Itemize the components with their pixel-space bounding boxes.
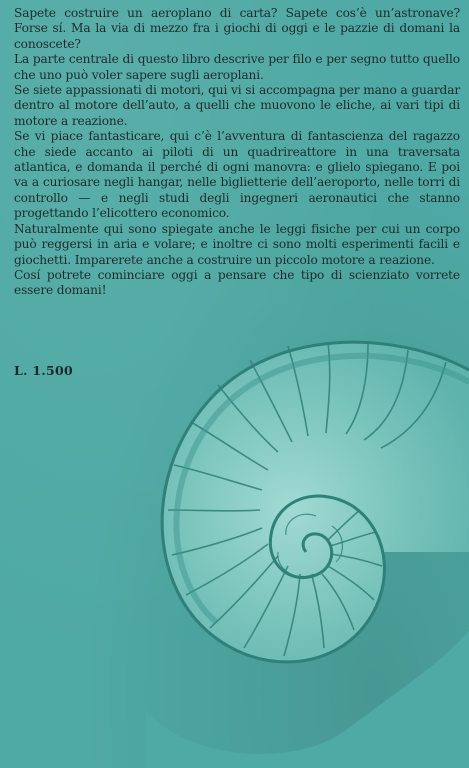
blurb-paragraph-2: La parte centrale di questo libro descrive per filo e per segno tutto quello che uno può voler sapere sugli aeroplani. bbox=[14, 52, 460, 82]
blurb-paragraph-5: Naturalmente qui sono spiegate anche le leggi fisiche per cui un corpo può reggersi in aria e volare; e inoltre ci sono molti esperimenti facili e giochetti. Imparerete anche a costruire un piccolo motore a reazione. bbox=[14, 221, 460, 267]
blurb-paragraph-6: Cosí potrete cominciare oggi a pensare che tipo di scienziato vorrete essere domani! bbox=[14, 267, 460, 298]
price-label: L. 1.500 bbox=[14, 363, 74, 378]
nautilus-shell-icon bbox=[146, 330, 469, 768]
blurb-paragraph-3: Se siete appassionati di motori, qui vi si accompagna per mano a guardar dentro al motore dell’auto, a quelli che muovono le eliche, ai vari tipi di motore a reazione. bbox=[14, 83, 460, 128]
blurb-text bbox=[14, 6, 460, 299]
blurb-paragraph-4: Se vi piace fantasticare, qui c’è l’avventura di fantascienza del ragazzo che siede accanto ai piloti di un quadrireattore in una traversata atlantica, e domanda il perché di ogni manovra: e glielo spiegano. E poi va a curiosare negli hangar, nelle biglietterie dell’aeroporto, nelle torri di controllo — e negli studi degli ingegneri aeronautici che stanno progettando l’elicottero economico. bbox=[14, 129, 460, 221]
blurb-paragraph-1: Sapete costruire un aeroplano di carta? Sapete cos’è un’astronave? Forse sí. Ma la via di mezzo fra i giochi di oggi e le pazzie di domani la conoscete? bbox=[14, 6, 460, 51]
